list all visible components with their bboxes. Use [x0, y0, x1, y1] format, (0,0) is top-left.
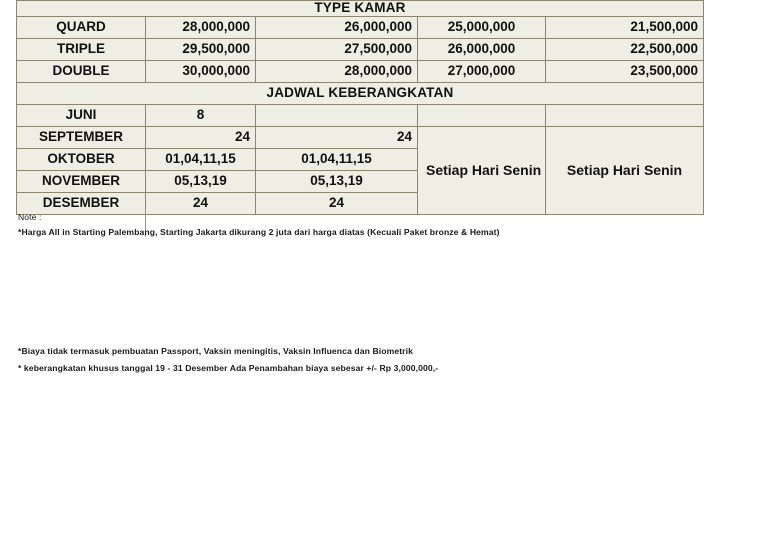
banner-jadwal-keberangkatan: JADWAL KEBERANGKATAN — [17, 83, 704, 105]
price-cell-col1: 28,000,000 — [146, 17, 256, 39]
table-row — [17, 39, 704, 61]
schedule-merged-col3: Setiap Hari Senin — [418, 127, 546, 215]
table-row — [17, 127, 704, 149]
schedule-merged-col4: Setiap Hari Senin — [546, 127, 704, 215]
table-row — [17, 17, 704, 39]
month-label: DESEMBER — [17, 193, 146, 215]
month-label: NOVEMBER — [17, 171, 146, 193]
price-cell-col4: 21,500,000 — [546, 17, 704, 39]
notes-section — [18, 210, 500, 240]
price-cell-col2: 26,000,000 — [256, 17, 418, 39]
footnote-line-1: *Biaya tidak termasuk pembuatan Passport, Vaksin meningitis, Vaksin Influenca dan Biometrik — [18, 346, 413, 356]
schedule-cell-col2: 24 — [256, 193, 418, 215]
table-row — [17, 105, 704, 127]
month-label: JUNI — [17, 105, 146, 127]
schedule-cell-col2: 24 — [256, 127, 418, 149]
price-cell-col1: 30,000,000 — [146, 61, 256, 83]
price-cell-col2: 28,000,000 — [256, 61, 418, 83]
pricing-sheet — [16, 0, 703, 215]
schedule-cell-col2: 05,13,19 — [256, 171, 418, 193]
schedule-cell-col3 — [418, 105, 546, 127]
room-type-label: TRIPLE — [17, 39, 146, 61]
month-label: SEPTEMBER — [17, 127, 146, 149]
note-line-1: *Harga All in Starting Palembang, Starting Jakarta dikurang 2 juta dari harga diatas (Kecuali Paket bronze & Hemat) — [18, 227, 500, 238]
price-cell-col3: 27,000,000 — [418, 61, 546, 83]
month-label: OKTOBER — [17, 149, 146, 171]
schedule-cell-col2 — [256, 105, 418, 127]
table-row-banner-schedule — [17, 83, 704, 105]
pricing-table — [16, 0, 704, 215]
schedule-cell-col1: 24 — [146, 127, 256, 149]
table-row — [17, 61, 704, 83]
table-row-banner-room — [17, 1, 704, 17]
price-cell-col4: 22,500,000 — [546, 39, 704, 61]
schedule-cell-col1: 05,13,19 — [146, 171, 256, 193]
footnote-line-2: * keberangkatan khusus tanggal 19 - 31 Desember Ada Penambahan biaya sebesar +/- Rp 3,000,000,- — [18, 363, 439, 374]
price-cell-col4: 23,500,000 — [546, 61, 704, 83]
schedule-cell-col2: 01,04,11,15 — [256, 149, 418, 171]
price-cell-col3: 25,000,000 — [418, 17, 546, 39]
price-cell-col2: 27,500,000 — [256, 39, 418, 61]
footnotes-section — [18, 343, 438, 377]
schedule-cell-col1: 24 — [146, 193, 256, 215]
price-cell-col1: 29,500,000 — [146, 39, 256, 61]
banner-type-kamar: TYPE KAMAR — [17, 1, 704, 17]
notes-heading: Note : — [18, 212, 42, 222]
schedule-cell-col4 — [546, 105, 704, 127]
room-type-label: QUARD — [17, 17, 146, 39]
room-type-label: DOUBLE — [17, 61, 146, 83]
schedule-cell-col1: 01,04,11,15 — [146, 149, 256, 171]
price-cell-col3: 26,000,000 — [418, 39, 546, 61]
schedule-cell-col1: 8 — [146, 105, 256, 127]
